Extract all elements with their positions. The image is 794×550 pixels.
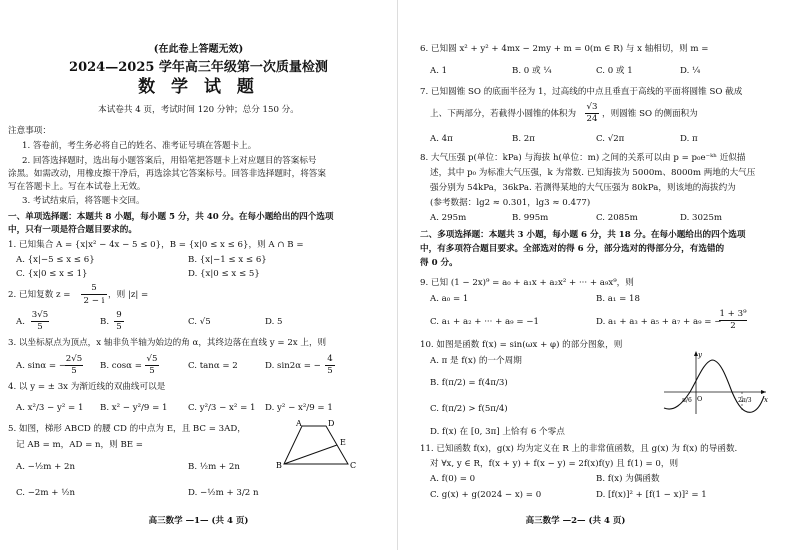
q7-option-a: A. 4π [430,134,453,144]
section-1-heading: 一、单项选择题：本题共 8 小题，每小题 5 分，共 40 分。在每小题给出的四个选项 [8,212,334,222]
q10-stem: 10. 如图是函数 f(x) = sin(ωx + φ) 的部分图象，则 [420,340,623,350]
q9-option-d-num: 1 + 3⁹ [719,309,747,319]
q9-option-d-label: D. a₁ + a₃ + a₅ + a₇ + a₉ = − [596,317,722,327]
q8-option-c: C. 2085m [596,213,638,223]
q3-option-b-den: 5 [149,366,155,376]
q9-option-d-den: 2 [730,321,736,331]
vertex-d-label: D [328,419,335,428]
q2-option-a-label: A. [16,317,25,327]
notes-heading: 注意事项： [8,126,51,136]
q9-option-b: B. a₁ = 18 [596,294,640,304]
q4-option-b: B. x² − y²/9 = 1 [100,403,168,413]
subject-title: 数 学 试 题 [138,77,259,97]
q7-option-c: C. √2π [596,134,625,144]
q9-stem: 9. 已知 (1 − 2x)⁹ = a₀ + a₁x + a₂x² + ··· + a₉x⁹，则 [420,278,634,288]
vertex-e-label: E [340,438,346,447]
page-2-footer: 高三数学 —2— (共 4 页) [525,516,626,526]
note-2-cont: 涂黑。如需改动，用橡皮擦干净后，再选涂其它答案标号。回答非选择题时，将答案 [8,169,326,179]
pi-over-6-label: π/6 [682,397,692,404]
q3-option-b-label: B. cosα = [100,361,142,371]
q10-option-b: B. f(π/2) = f(4π/3) [430,378,508,388]
trapezoid-figure [250,418,362,476]
exam-intro: 本试卷共 4 页，考试时间 120 分钟；总分 150 分。 [98,105,299,115]
q6-option-b: B. 0 或 ¼ [512,66,552,76]
q1-option-c: C. {x|0 ≤ x ≤ 1} [16,269,88,279]
q5-option-d: D. −½m + 3/2 n [188,488,259,498]
note-3: 3. 考试结束后，将答题卡交回。 [22,196,145,206]
q8-option-b: B. 995m [512,213,549,223]
y-axis-label: y [698,351,702,359]
q2-frac-bar [81,294,107,295]
q10-option-c: C. f(π/2) > f(5π/4) [430,404,508,414]
q10-option-d: D. f(x) 在 [0, 3π] 上恰有 6 个零点 [430,427,565,437]
q3-stem: 3. 以坐标原点为顶点，x 轴非负半轴为始边的角 α，其终边落在直线 y = 2x 上，则 [8,338,327,348]
q10-option-a: A. π 是 f(x) 的一个周期 [430,356,522,366]
q8-line-4: (参考数据：lg2 ≈ 0.301，lg3 ≈ 0.477) [430,198,591,208]
section-2-heading: 二、多项选择题：本题共 3 小题，每小题 6 分，共 18 分。在每小题给出的四个选项 [420,230,746,240]
x-axis-label: x [764,396,768,404]
q2-option-b-den: 5 [116,322,122,332]
vertex-a-label: A [296,419,302,428]
section-1-heading-cont: 中，只有一项是符合题目要求的。 [8,225,137,235]
q7-line-2a: 上、下两部分，若截得小圆锥的体积为 [430,109,577,119]
q3-option-d-num: 4 [327,354,333,364]
q3-option-a-label: A. sinα = − [16,361,67,371]
sine-curve [664,360,764,412]
q8-line-1: 8. 大气压强 p(单位：kPa) 与海拔 h(单位：m) 之间的关系可以由 p = p₀e⁻ᵏʰ 近似描 [420,153,746,163]
q4-stem: 4. 以 y = ± 3x 为渐近线的双曲线可以是 [8,382,166,392]
q2-option-d: D. 5 [265,317,283,327]
q2-option-c: C. √5 [188,317,211,327]
q2-option-a-den: 5 [37,322,43,332]
q4-option-a: A. x²/3 − y² = 1 [16,403,84,413]
q5-option-a: A. −½m + 2n [16,462,76,472]
q8-line-2: 述，其中 p₀ 为标准大气压强，k 为常数. 已知海拔为 5000m、8000m 两地的大气压 [430,168,756,178]
q7-option-b: B. 2π [512,134,535,144]
q2-option-b-num: 9 [116,310,122,320]
q3-option-c: C. tanα = 2 [188,361,238,371]
q7-line-1: 7. 已知圆锥 SO 的底面半径为 1，过高线的中点且垂直于高线的平面将圆锥 SO 截成 [420,87,743,97]
exam-page-2 [397,0,794,550]
x-axis-arrow [761,390,766,394]
q11-line-2: 对 ∀x, y ∈ R，f(x + y) + f(x − y) = 2f(x)f(y) 且 f(1) = 0，则 [430,459,679,469]
q1-option-a: A. {x|−5 ≤ x ≤ 6} [16,255,95,265]
q2-frac-num: 5 [91,283,97,293]
q3-option-a-den: 5 [71,366,77,376]
note-1: 1. 答卷前，考生务必将自己的姓名、准考证号填在答题卡上。 [22,141,257,151]
q6-option-a: A. 1 [430,66,448,76]
q7-frac-den: 24 [586,114,598,124]
q2-option-a-num: 3√5 [31,310,49,320]
q1-stem: 1. 已知集合 A = {x|x² − 4x − 5 ≤ 0}，B = {x|0 ≤ x ≤ 6}，则 A ∩ B = [8,240,304,250]
section-2-heading-cont: 中，有多项符合题目要求。全部选对的得 6 分，部分选对的得部分分，有选错的 [420,244,725,254]
q4-option-c: C. y²/3 − x² = 1 [188,403,256,413]
q9-option-a: A. a₀ = 1 [430,294,469,304]
q11-line-1: 11. 已知函数 f(x)，g(x) 均为定义在 R 上的非常值函数，且 g(x) 为 f(x) 的导函数. [420,444,738,454]
q5-option-c: C. −2m + ½n [16,488,76,498]
q2-frac-den: 2 − i [83,296,105,306]
note-2-end: 写在答题卡上。写在本试卷上无效。 [8,182,146,192]
q6-option-c: C. 0 或 1 [596,66,633,76]
sine-graph-figure [660,348,772,418]
q11-option-d: D. [f(x)]² + [f(1 − x)]² = 1 [596,490,707,500]
q11-option-b: B. f(x) 为偶函数 [596,474,660,484]
section-2-heading-end: 得 0 分。 [420,258,458,268]
q11-option-c: C. g(x) + g(2024 − x) = 0 [430,490,542,500]
q7-line-2b: ，则圆锥 SO 的侧面积为 [602,109,698,119]
vertex-b-label: B [276,461,282,470]
q4-option-d: D. y² − x²/9 = 1 [265,403,333,413]
two-pi-over-3-label: 2π/3 [738,397,752,404]
q9-option-c: C. a₁ + a₂ + ··· + a₉ = −1 [430,317,539,327]
q5-stem: 5. 如图，梯形 ABCD 的腰 CD 的中点为 E，且 BC = 3AD， [8,424,246,434]
q7-frac-num: √3 [586,102,598,112]
vertex-c-label: C [350,461,357,470]
q2-stem-a: 2. 已知复数 z = [8,290,71,300]
q2-option-b-label: B. [100,317,110,327]
q6-option-d: D. ¼ [680,66,701,76]
q8-line-3: 强分别为 54kPa，36kPa. 若测得某地的大气压强为 80kPa，则该地的海拔约为 [430,183,736,193]
q6-stem: 6. 已知圆 x² + y² + 4mx − 2my + m = 0(m ∈ R) 与 x 轴相切，则 m = [420,44,709,54]
trapezoid-outline [284,426,348,464]
q8-option-d: D. 3025m [680,213,723,223]
origin-label: O [697,395,703,403]
q2-stem-b: ，则 |z| = [108,290,149,300]
page-1-footer: 高三数学 —1— (共 4 页) [148,516,249,526]
q3-option-d-label: D. sin2α = − [265,361,321,371]
q5-option-b: B. ½m + 2n [188,462,240,472]
q8-option-a: A. 295m [430,213,467,223]
q3-option-a-num: 2√5 [65,354,83,364]
no-answer-notice: (在此卷上答题无效) [153,44,244,55]
q7-option-d: D. π [680,134,698,144]
q1-option-b: B. {x|−1 ≤ x ≤ 6} [188,255,267,265]
exam-title: 2024—2025 学年高三年级第一次质量检测 [69,60,328,75]
q1-option-d: D. {x|0 ≤ x ≤ 5} [188,269,260,279]
note-2: 2. 回答选择题时，选出每小题答案后，用铅笔把答题卡上对应题目的答案标号 [22,156,317,166]
q3-option-d-den: 5 [327,366,333,376]
q11-option-a: A. f(0) = 0 [430,474,476,484]
q3-option-b-num: √5 [146,354,158,364]
q5-stem-vectors: 记 AB = m，AD = n，则 BE = [16,440,143,450]
